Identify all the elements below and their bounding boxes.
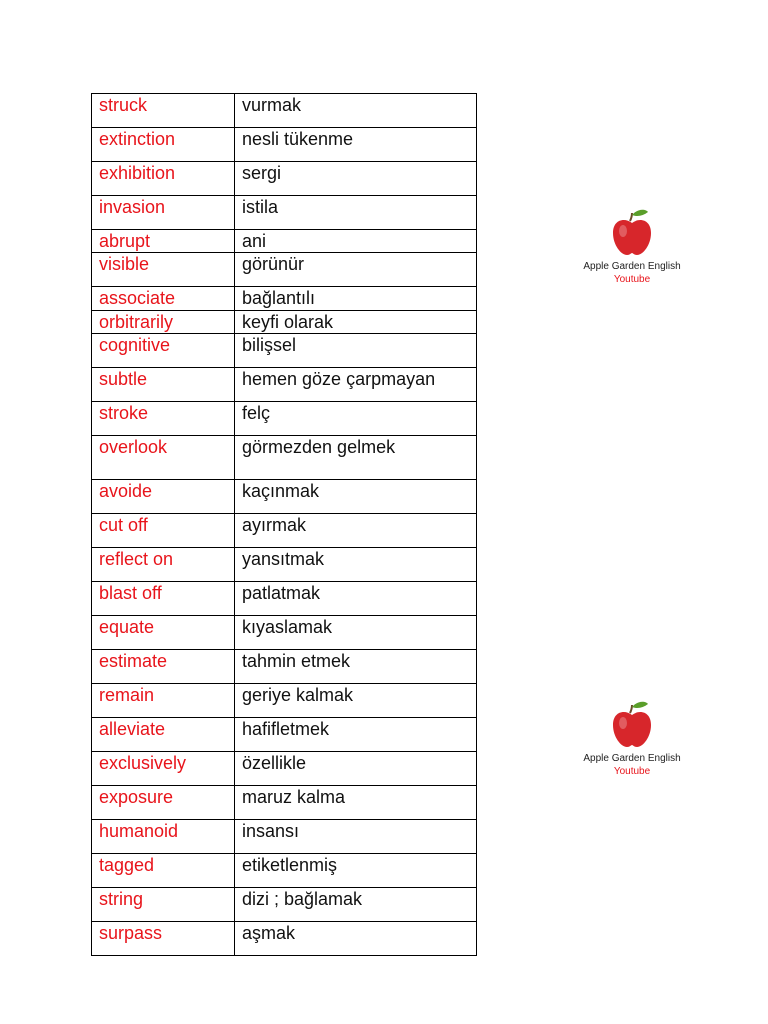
table-row: [92, 334, 477, 368]
turkish-translation: sergi: [235, 162, 477, 196]
table-row: [92, 196, 477, 230]
logo-brand-name: Apple Garden English: [583, 753, 681, 764]
turkish-translation: hemen göze çarpmayan: [235, 368, 477, 402]
turkish-translation: görünür: [235, 253, 477, 287]
turkish-translation: kıyaslamak: [235, 616, 477, 650]
logo-channel-name: Youtube: [613, 274, 651, 285]
turkish-translation: tahmin etmek: [235, 650, 477, 684]
english-word: remain: [92, 684, 235, 718]
turkish-translation: ani: [235, 230, 477, 253]
turkish-translation: geriye kalmak: [235, 684, 477, 718]
turkish-translation: bağlantılı: [235, 287, 477, 311]
english-word: overlook: [92, 436, 235, 480]
turkish-translation: vurmak: [235, 94, 477, 128]
turkish-translation: hafifletmek: [235, 718, 477, 752]
table-row: [92, 128, 477, 162]
table-row: [92, 718, 477, 752]
apple-icon: [610, 699, 654, 749]
turkish-translation: ayırmak: [235, 514, 477, 548]
english-word: cognitive: [92, 334, 235, 368]
english-word: invasion: [92, 196, 235, 230]
turkish-translation: özellikle: [235, 752, 477, 786]
table-row: [92, 368, 477, 402]
english-word: exposure: [92, 786, 235, 820]
table-row: [92, 684, 477, 718]
turkish-translation: yansıtmak: [235, 548, 477, 582]
table-row: [92, 162, 477, 196]
turkish-translation: nesli tükenme: [235, 128, 477, 162]
turkish-translation: felç: [235, 402, 477, 436]
english-word: stroke: [92, 402, 235, 436]
english-word: string: [92, 888, 235, 922]
english-word: estimate: [92, 650, 235, 684]
table-row: [92, 514, 477, 548]
table-row: [92, 786, 477, 820]
table-row: [92, 287, 477, 311]
apple-icon: [610, 207, 654, 257]
table-row: [92, 548, 477, 582]
turkish-translation: keyfi olarak: [235, 311, 477, 334]
english-word: tagged: [92, 854, 235, 888]
english-word: reflect on: [92, 548, 235, 582]
english-word: struck: [92, 94, 235, 128]
english-word: orbitrarily: [92, 311, 235, 334]
table-row: [92, 752, 477, 786]
table-row: [92, 582, 477, 616]
apple-garden-logo-top: [570, 207, 694, 286]
table-row: [92, 311, 477, 334]
english-word: exclusively: [92, 752, 235, 786]
turkish-translation: bilişsel: [235, 334, 477, 368]
turkish-translation: maruz kalma: [235, 786, 477, 820]
table-row: [92, 402, 477, 436]
table-row: [92, 922, 477, 956]
english-word: alleviate: [92, 718, 235, 752]
turkish-translation: kaçınmak: [235, 480, 477, 514]
vocabulary-table: [91, 93, 477, 956]
logo-brand-name: Apple Garden English: [583, 261, 681, 272]
table-row: [92, 820, 477, 854]
table-row: [92, 94, 477, 128]
vocabulary-table-body: [92, 94, 477, 956]
table-row: [92, 253, 477, 287]
turkish-translation: görmezden gelmek: [235, 436, 477, 480]
turkish-translation: etiketlenmiş: [235, 854, 477, 888]
english-word: exhibition: [92, 162, 235, 196]
english-word: avoide: [92, 480, 235, 514]
turkish-translation: patlatmak: [235, 582, 477, 616]
turkish-translation: dizi ; bağlamak: [235, 888, 477, 922]
table-row: [92, 888, 477, 922]
apple-garden-logo-bottom: [570, 699, 694, 778]
english-word: abrupt: [92, 230, 235, 253]
turkish-translation: istila: [235, 196, 477, 230]
english-word: associate: [92, 287, 235, 311]
english-word: blast off: [92, 582, 235, 616]
table-row: [92, 480, 477, 514]
english-word: subtle: [92, 368, 235, 402]
english-word: extinction: [92, 128, 235, 162]
table-row: [92, 854, 477, 888]
table-row: [92, 616, 477, 650]
english-word: equate: [92, 616, 235, 650]
english-word: humanoid: [92, 820, 235, 854]
english-word: cut off: [92, 514, 235, 548]
logo-channel-name: Youtube: [613, 766, 651, 777]
table-row: [92, 436, 477, 480]
english-word: surpass: [92, 922, 235, 956]
table-row: [92, 230, 477, 253]
turkish-translation: aşmak: [235, 922, 477, 956]
table-row: [92, 650, 477, 684]
turkish-translation: insansı: [235, 820, 477, 854]
english-word: visible: [92, 253, 235, 287]
